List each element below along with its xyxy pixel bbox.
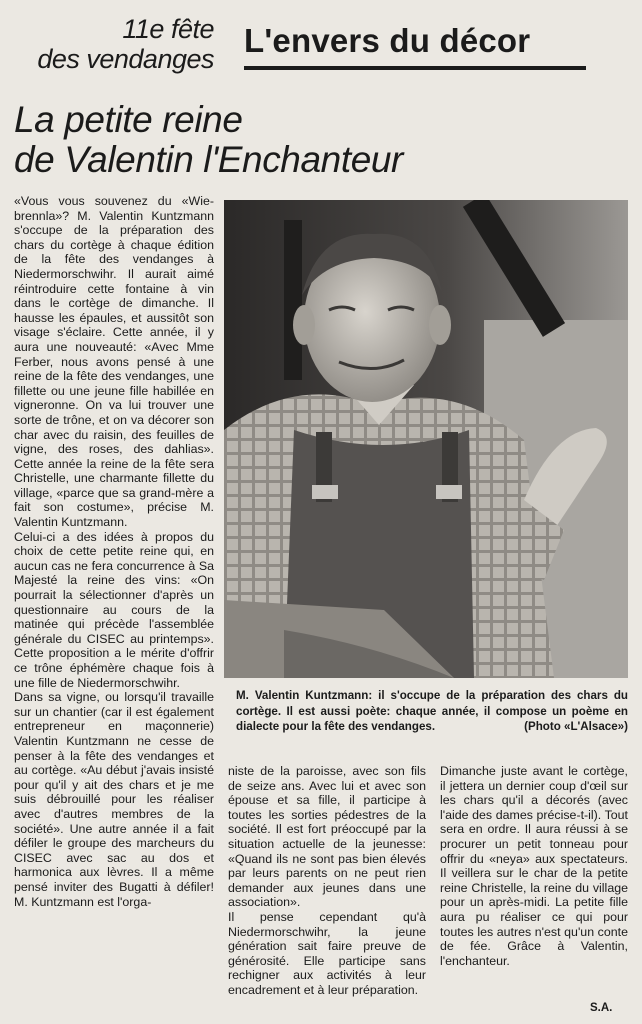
- paragraph: Dans sa vigne, ou lorsqu'il travaille sur un chantier (car il est également entrepreneur en maçonnerie) Valentin Kuntzmann ne cesse de penser à la fête des vendanges et au cortège. «Au début j'avais insisté pour qu'il y ait des chars et je me suis débrouillé pour les réaliser avec d'autres membres de la société». Une autre année il a fait défiler le groupe des marcheurs du CISEC avec sac au dos et harmonica aux lèvres. Il a même pensé inviter des Bugatti à défiler! M. Kuntzmann est l'orga-: [14, 690, 214, 909]
- portrait-photo: [224, 200, 628, 678]
- photo-illustration: [224, 200, 628, 678]
- section-underline: [244, 66, 586, 70]
- photo-caption: [236, 688, 628, 735]
- paragraph: Il pense cependant qu'à Niedermorschwihr, la jeune génération sait faire preuve de générosité. Elle participe sans rechigner aux activités à leur encadrement et à leur préparation.: [228, 909, 426, 997]
- headline-line-1: La petite reine: [14, 99, 243, 140]
- kicker-line-1: 11e fête: [122, 14, 214, 44]
- paragraph: niste de la paroisse, avec son fils de seize ans. Avec lui et avec son épouse et sa fille, il participe à toutes les sorties pédestres de la société. Il est fort préoccupé par la situation actuelle de la jeunesse: «Quand ils ne sont pas bien élevés par leurs parents on ne peut rien demander aux jeunes dans une association».: [228, 764, 426, 910]
- paragraph: Dimanche juste avant le cortège, il jettera un dernier coup d'œil sur les chars qu'il a décorés (avec l'aide des dames précise-t-il). Tout sera en ordre. Il aura réussi à se procurer un petit tonneau pour offrir du «neya» aux spectateurs. Il veillera sur le char de la petite reine Christelle, la reine du village pour un après-midi. La petite fille aura pu réaliser ce qui pour toutes les autres n'est qu'un conte de fée. Grâce à Valentin, l'enchanteur.: [440, 764, 628, 968]
- headline-line-2: de Valentin l'Enchanteur: [14, 139, 403, 180]
- article-column-1: [14, 194, 214, 909]
- kicker-line-2: des vendanges: [37, 44, 214, 74]
- paragraph: «Vous vous souvenez du «Wie-brennla»? M. Valentin Kuntzmann s'occupe de la préparation des chars du cortège à chaque édition de la fête des vendanges à Niedermorschwihr. Il aurait aimé réintroduire cette fontaine à vin dans le cortège de dimanche. Il hausse les épaules, et aussitôt son visage s'éclaire. Cette année, il y aura une nouveauté: «Avec Mme Ferber, nous avons pensé à une reine de la fête des vendanges, une fillette ou une jeune fille habillée en vigneronne. On va lui trouver une sorte de trône, et on va décorer son char avec du raisin, des feuilles de vigne, des roses, des dahlias». Cette année la reine de la fête sera Christelle, une charmante fillette du village, «parce que sa grand-mère a fait son costume», précise M. Valentin Kuntzmann.: [14, 194, 214, 530]
- paragraph: Celui-ci a des idées à propos du choix de cette petite reine qui, en aucun cas ne fera concurrence à Sa Majesté la reine des vins: «On pourrait la sélectionner d'après un questionnaire au cours de la matinée qui précède l'assemblée générale du CISEC au printemps». Cette proposition a le mérite d'offrir ce trône éphémère chaque fois à une fille de Niedermorschwihr.: [14, 529, 214, 690]
- headline: [14, 100, 634, 180]
- caption-text: M. Valentin Kuntzmann: il s'occupe de la préparation des chars du cortège. Il est aussi poète: chaque année, il compose un poème en dialecte pour la fête des vendanges.: [236, 689, 628, 733]
- article-column-3: [440, 764, 628, 968]
- section-title: L'envers du décor: [244, 22, 531, 59]
- article-column-2: [228, 764, 426, 998]
- kicker: [14, 14, 214, 74]
- author-signature: S.A.: [590, 1002, 613, 1014]
- photo-credit: (Photo «L'Alsace»): [524, 720, 628, 733]
